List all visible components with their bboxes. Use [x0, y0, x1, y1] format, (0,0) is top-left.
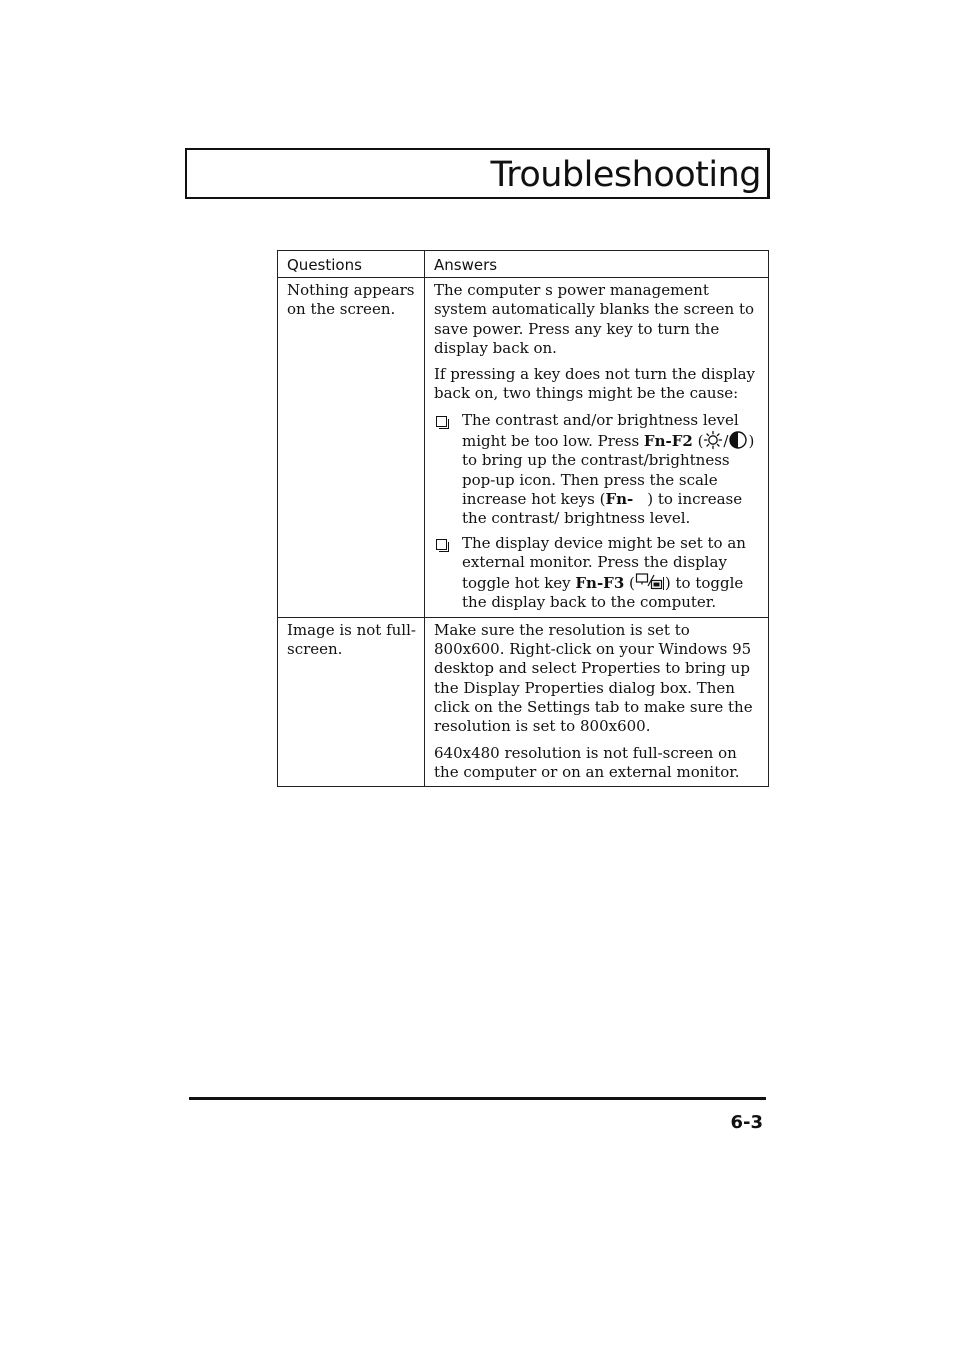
hotkey-label: Fn- — [605, 489, 634, 508]
footer-rule — [189, 1097, 766, 1100]
answer-cell — [425, 617, 769, 786]
table-row — [278, 278, 769, 618]
troubleshooting-table — [277, 250, 769, 787]
bullet-item-display — [434, 534, 760, 613]
hotkey-label: Fn-F2 — [643, 432, 693, 451]
bullet-text: ) to toggle the display back to the computer. — [462, 574, 744, 612]
bullet-text: ) to increase the contrast/ brightness level. — [462, 489, 743, 528]
question-cell: Image is not full-screen. — [278, 617, 425, 786]
page-number: 6-3 — [730, 1112, 763, 1133]
half-circle-contrast-icon — [728, 430, 748, 450]
bullet-text: ( — [692, 432, 704, 451]
bullet-text: The display device might be set to an external monitor. Press the display toggle hot key — [462, 533, 746, 593]
question-cell: Nothing appears on the screen. — [278, 278, 425, 618]
checkbox-bullet-icon — [436, 539, 447, 550]
answer-paragraph: If pressing a key does not turn the display back on, two things might be the cause: — [434, 365, 756, 403]
table-row — [278, 617, 769, 786]
bullet-text: ) to bring up the contrast/brightness pop-up icon. Then press the scale increase hot keys ( — [462, 432, 755, 508]
answers-header: Answers — [425, 251, 769, 278]
answer-paragraph: Make sure the resolution is set to 800x600. Right-click on your Windows 95 desktop and select Properties to bring up the Display Properties dialog box. Then click on the Settings tab to make sure the resolution is set to 800x600. — [434, 620, 753, 736]
chapter-title: Troubleshooting — [490, 155, 761, 195]
hotkey-label: Fn-F3 — [575, 574, 625, 593]
chapter-header-box — [185, 148, 770, 199]
table-header-row — [278, 251, 769, 278]
bullet-text: ( — [624, 574, 635, 593]
bullet-item-contrast: The contrast and/or brightness level might be too low. Press Fn-F2 ( / ) to bring up the contrast/brightness pop-up icon. Then press the scale increase hot keys (Fn- ) to increase the contrast/ brightness level. — [434, 411, 760, 529]
answer-paragraph: The computer s power management system automatically blanks the screen to save power. Press any key to turn the display back on. — [434, 281, 755, 357]
questions-header: Questions — [278, 251, 425, 278]
checkbox-bullet-icon — [436, 416, 447, 427]
bullet-text: The contrast and/or brightness level might be too low. Press — [462, 410, 739, 451]
answer-paragraph: 640x480 resolution is not full-screen on the computer or on an external monitor. — [434, 743, 740, 781]
sun-icon — [703, 430, 723, 450]
display-toggle-icon — [635, 572, 665, 592]
answer-cell — [425, 278, 769, 618]
